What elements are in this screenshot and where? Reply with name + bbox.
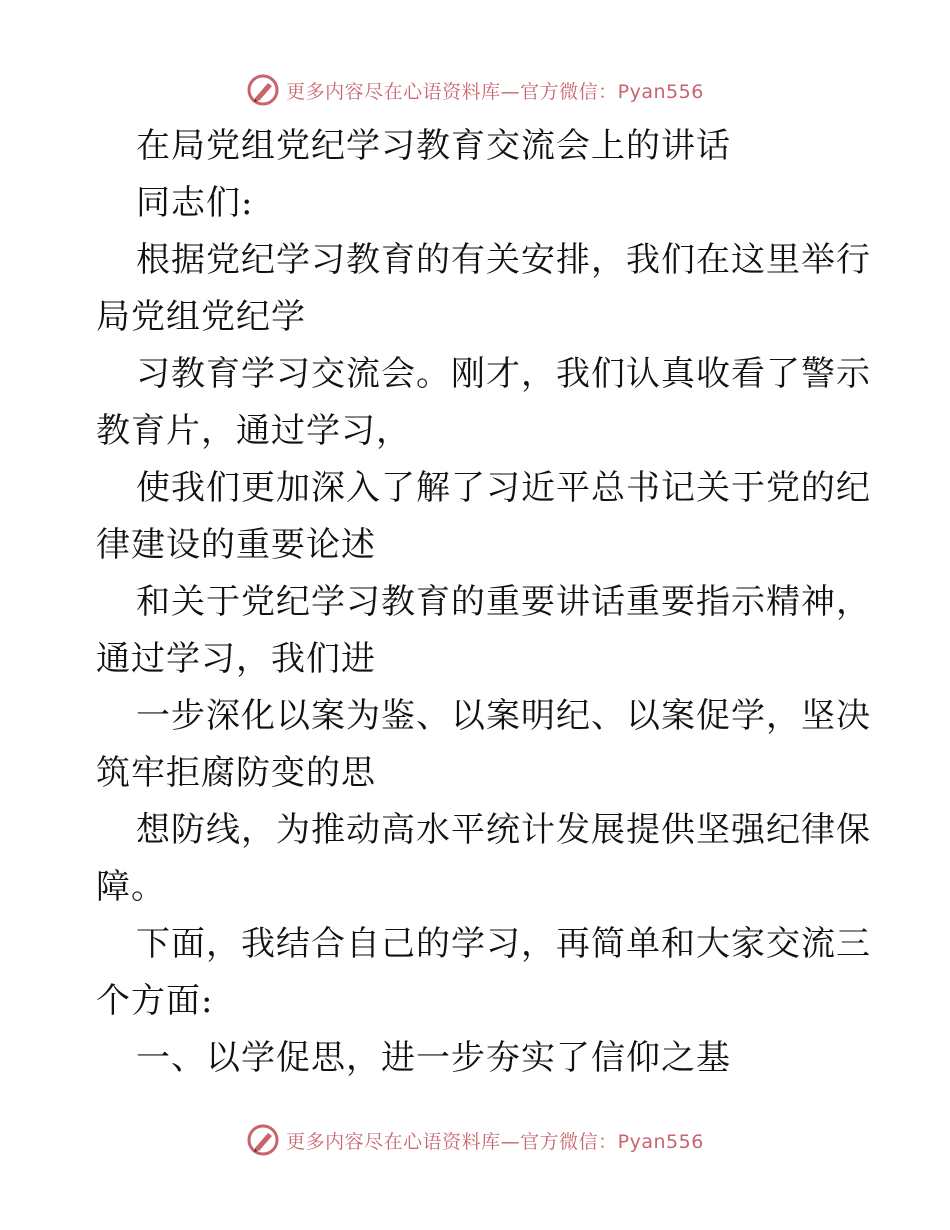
paragraph-line: 个方面: [96, 981, 214, 1021]
paragraph-line: 律建设的重要论述 [96, 525, 376, 565]
paragraph-line: 通过学习，我们进 [96, 639, 376, 679]
pen-logo-icon [246, 1123, 280, 1157]
document-title: 在局党组党纪学习教育交流会上的讲话 [136, 126, 731, 166]
salutation: 同志们: [136, 183, 254, 223]
paragraph-line: 筑牢拒腐防变的思 [96, 753, 376, 793]
pen-logo-icon [246, 73, 280, 107]
paragraph-line: 使我们更加深入了解了习近平总书记关于党的纪 [136, 468, 871, 508]
paragraph-line: 教育片，通过学习， [96, 411, 411, 451]
watermark-text: 更多内容尽在心语资料库—官方微信：Pyan556 [286, 1130, 704, 1153]
paragraph-line: 下面，我结合自己的学习，再简单和大家交流三 [136, 924, 871, 964]
header-watermark [0, 70, 950, 110]
paragraph-line: 障。 [96, 867, 166, 907]
section-heading: 一、以学促思，进一步夯实了信仰之基 [136, 1038, 731, 1078]
watermark-text: 更多内容尽在心语资料库—官方微信：Pyan556 [286, 80, 704, 103]
paragraph-line: 和关于党纪学习教育的重要讲话重要指示精神， [136, 582, 871, 622]
document-body [96, 118, 871, 1087]
paragraph-line: 一步深化以案为鉴、以案明纪、以案促学，坚决 [136, 696, 871, 736]
paragraph-line: 局党组党纪学 [96, 297, 306, 337]
footer-watermark [0, 1120, 950, 1160]
paragraph-line: 习教育学习交流会。刚才，我们认真收看了警示 [136, 354, 871, 394]
paragraph-line: 想防线，为推动高水平统计发展提供坚强纪律保 [136, 810, 871, 850]
paragraph-line: 根据党纪学习教育的有关安排，我们在这里举行 [136, 240, 871, 280]
